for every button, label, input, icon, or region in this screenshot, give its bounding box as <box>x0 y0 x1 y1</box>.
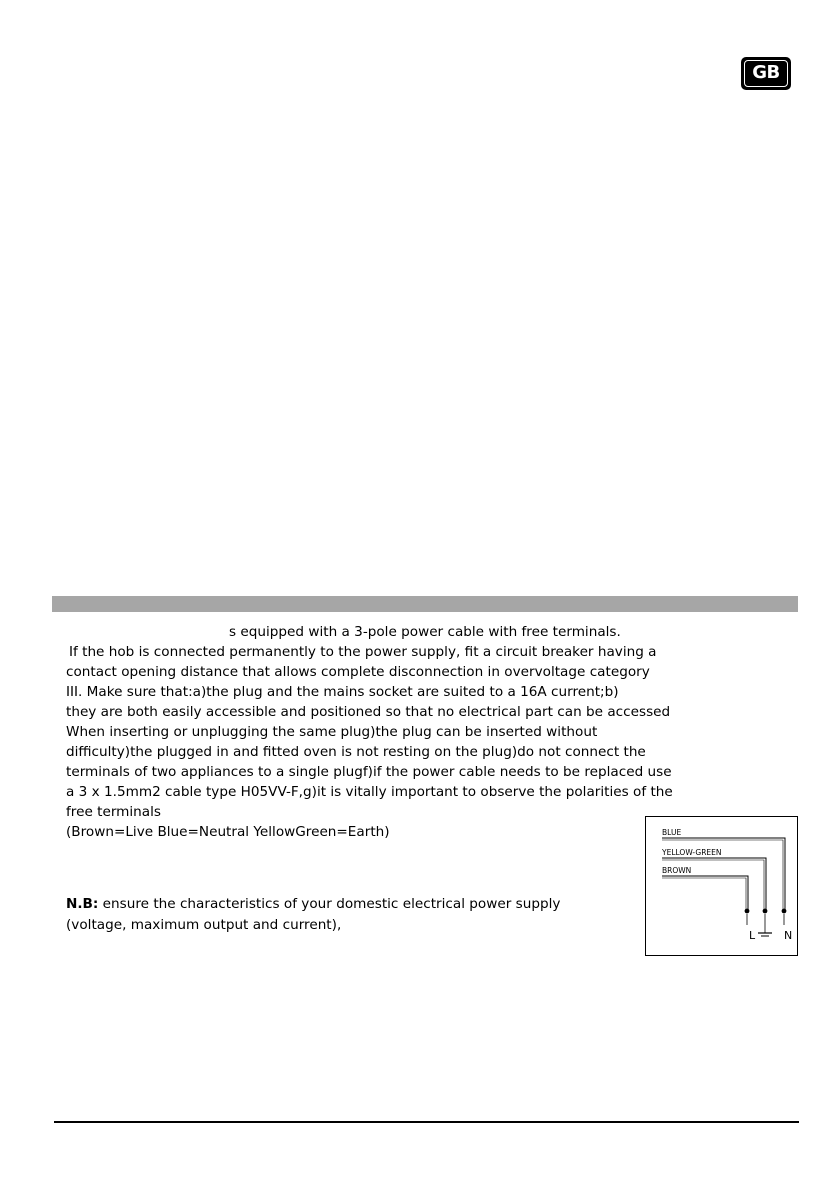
text-line: free terminals <box>66 804 161 820</box>
language-badge-label: GB <box>744 60 788 87</box>
wire-label-blue: BLUE <box>662 828 682 837</box>
note-label: N.B: <box>66 896 99 912</box>
text-line: III. Make sure that:a)the plug and the mains socket are suited to a 16A current;b) <box>66 684 619 700</box>
terminal-label-live: L <box>749 929 756 942</box>
wire-label-yellow-green: YELLOW-GREEN <box>662 848 722 857</box>
note-text: ensure the characteristics of your domestic electrical power supply <box>98 896 561 912</box>
note-line-1 <box>66 894 560 915</box>
footer-rule <box>54 1121 799 1123</box>
terminal-dot-earth <box>763 909 768 914</box>
electrical-connection-text <box>66 622 806 842</box>
text-line: s equipped with a 3-pole power cable with free terminals. <box>229 624 621 640</box>
terminal-dot-neutral <box>782 909 787 914</box>
text-line: When inserting or unplugging the same plug)the plug can be inserted without <box>66 724 598 740</box>
terminal-label-neutral: N <box>784 929 793 942</box>
note-block <box>66 894 560 936</box>
text-line: If the hob is connected permanently to the power supply, fit a circuit breaker having a <box>69 644 657 660</box>
language-badge <box>741 57 791 90</box>
text-line: they are both easily accessible and positioned so that no electrical part can be accessed <box>66 704 671 720</box>
note-line-2: (voltage, maximum output and current), <box>66 917 342 933</box>
wire-brown <box>662 876 748 911</box>
terminal-dot-live <box>745 909 750 914</box>
text-line: difficulty)the plugged in and fitted oven is not resting on the plug)do not connect the <box>66 744 646 760</box>
wire-brown-inner <box>662 878 746 911</box>
text-line: (Brown=Live Blue=Neutral YellowGreen=Earth) <box>66 824 390 840</box>
section-header-bar <box>52 596 798 612</box>
wiring-diagram-svg <box>646 817 799 957</box>
text-line: terminals of two appliances to a single plugf)if the power cable needs to be replaced use <box>66 764 672 780</box>
wiring-diagram <box>645 816 798 956</box>
text-line: a 3 x 1.5mm2 cable type H05VV-F,g)it is vitally important to observe the polarities of the <box>66 784 673 800</box>
text-line: contact opening distance that allows complete disconnection in overvoltage category <box>66 664 650 680</box>
wire-label-brown: BROWN <box>662 866 692 875</box>
